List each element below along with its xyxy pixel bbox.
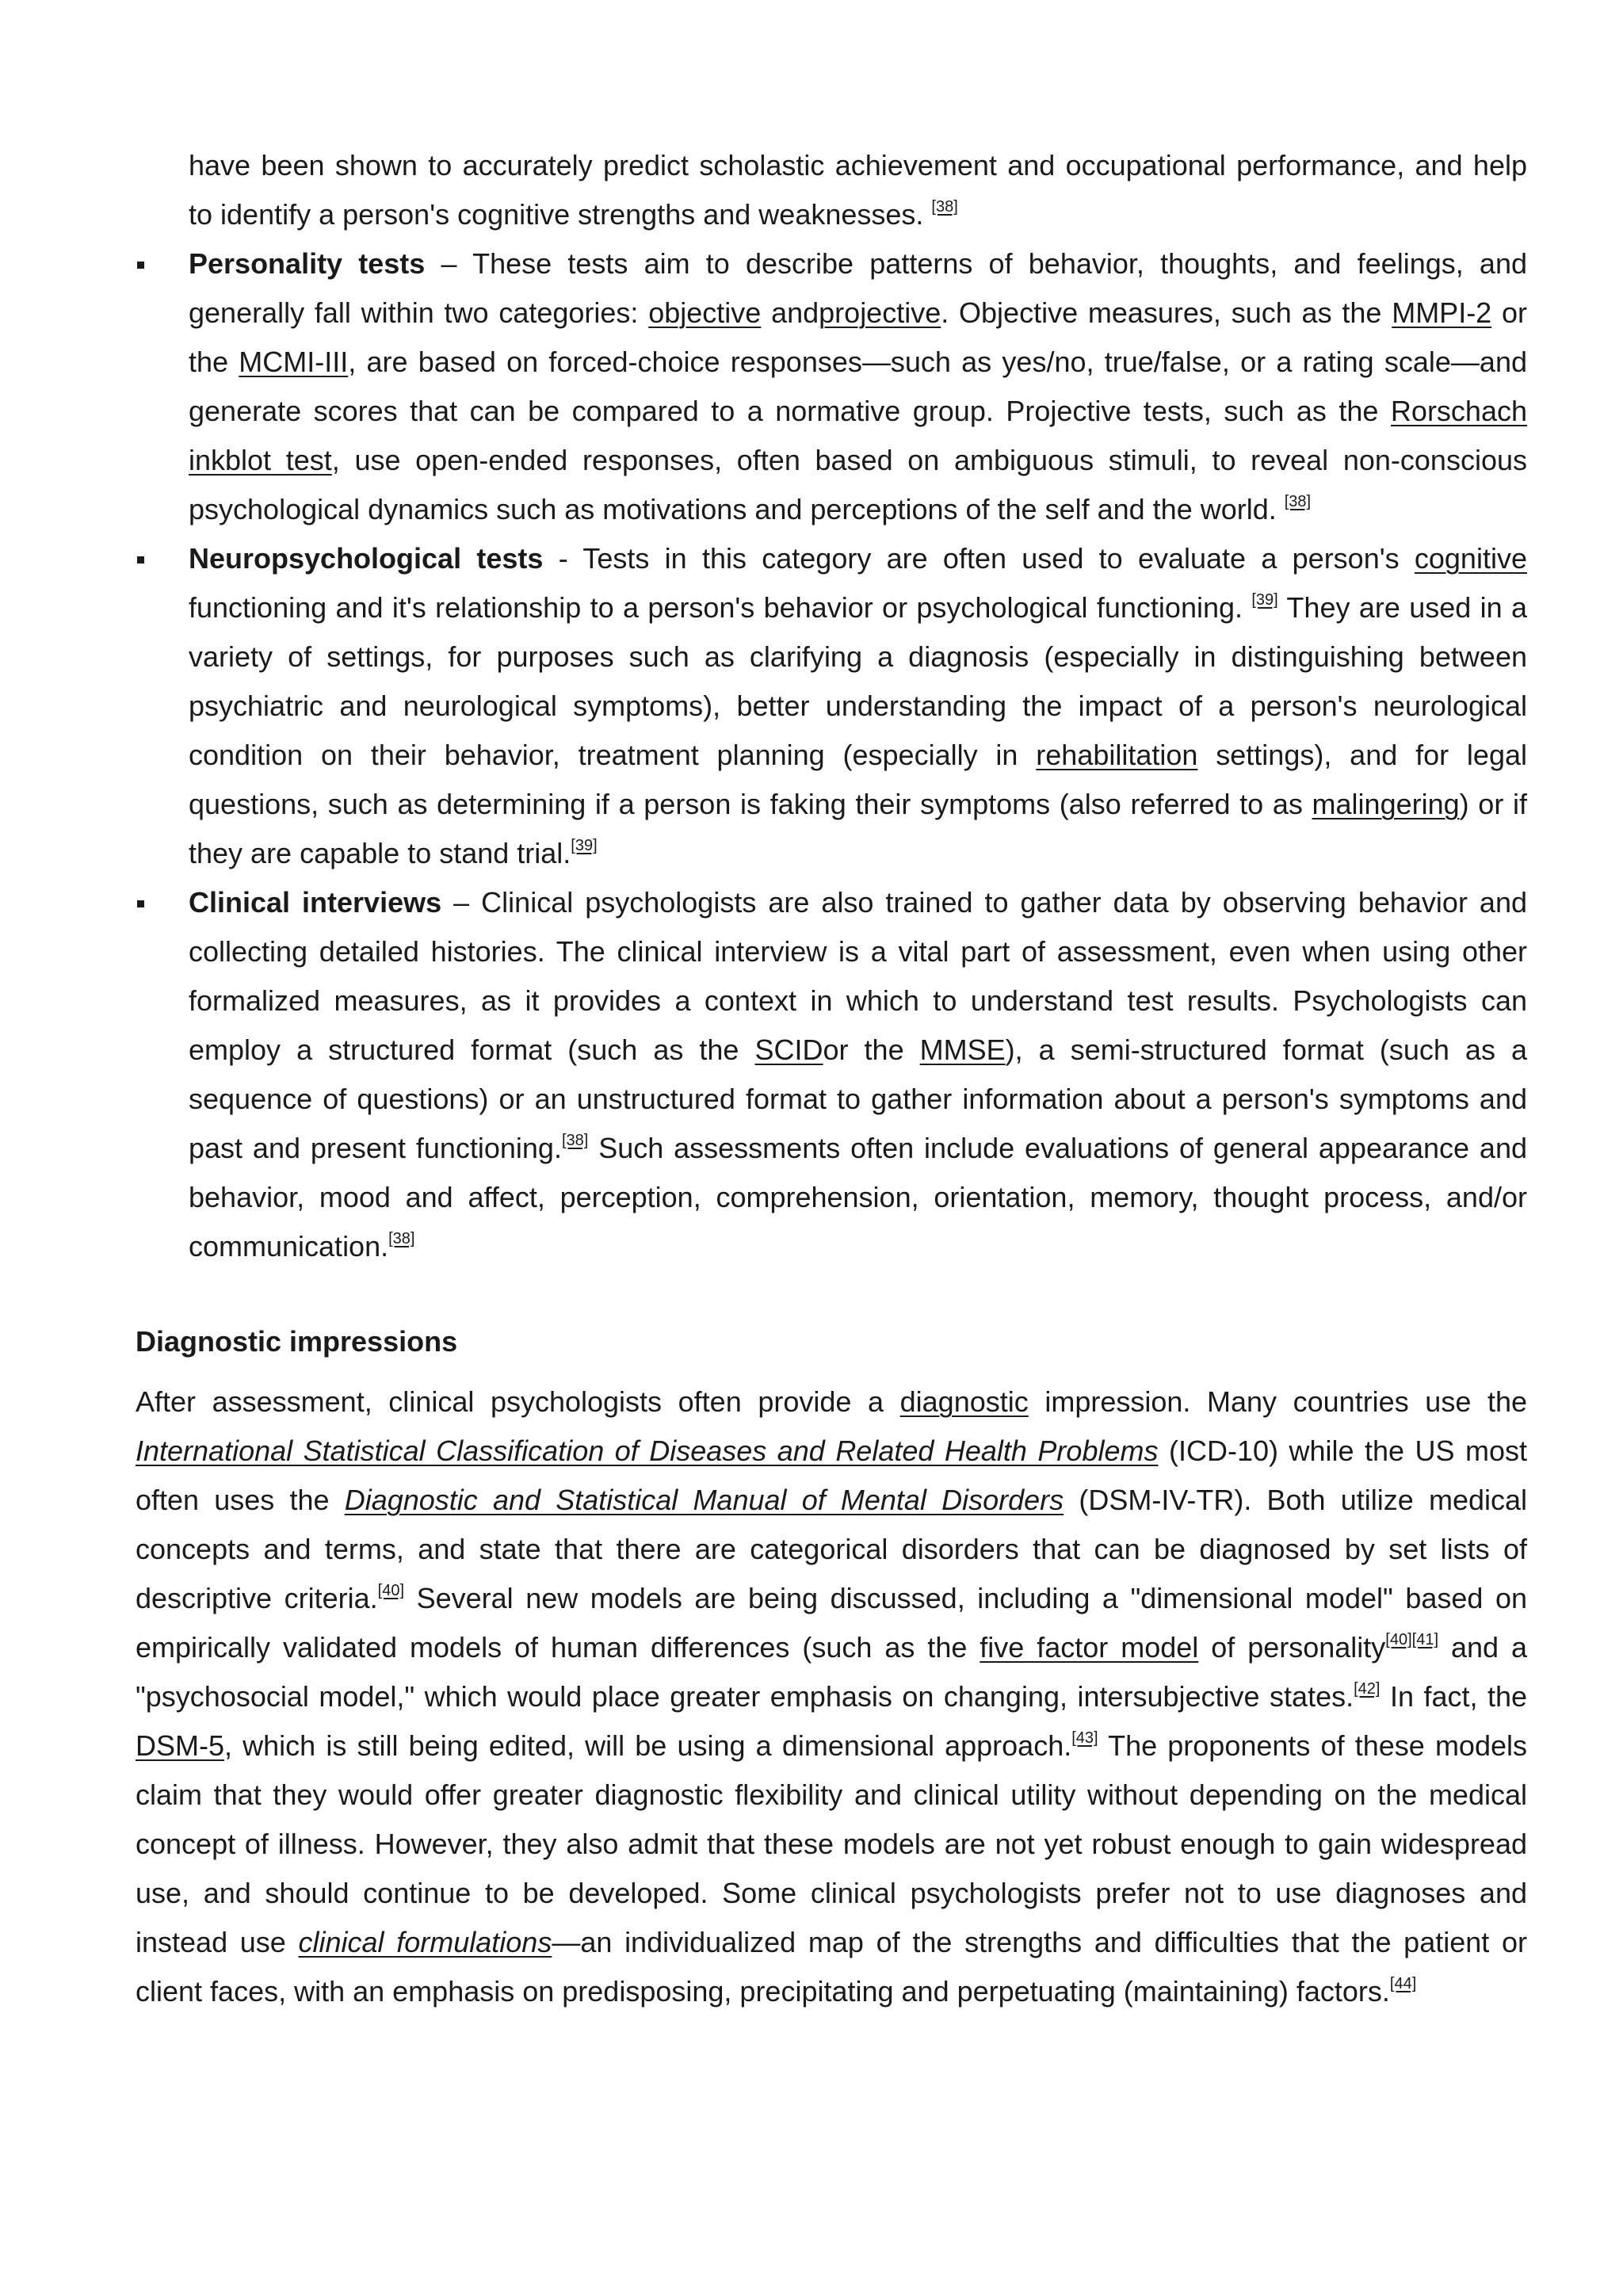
term-heading: Clinical interviews bbox=[189, 886, 442, 919]
body-text: , are based on forced-choice responses—such as yes/no, true/false, or a rating scale—and generate scores that can be compared to a normative group. Projective tests, such as the bbox=[189, 346, 1527, 427]
citation-link[interactable]: [40] bbox=[377, 1582, 405, 1599]
body-text: settings), and for legal questions, such as determining if a person is faking their symptoms (also referred to as bbox=[189, 739, 1527, 820]
link-mcmi-iii[interactable]: MCMI-III bbox=[239, 346, 349, 378]
link-dsm-5[interactable]: DSM-5 bbox=[136, 1729, 225, 1762]
body-text: functioning and it's relationship to a person's behavior or psychological functioning. bbox=[189, 591, 1252, 624]
body-text: – Clinical psychologists are also trained to gather data by observing behavior and collecting detailed histories. The clinical interview is a vital part of assessment, even when using other formalized measures, as it provides a context in which to understand test results. Psychologists can employ a structured format (such as the bbox=[189, 886, 1527, 1066]
citation-link[interactable]: [41] bbox=[1411, 1631, 1439, 1648]
citation-link[interactable]: [39] bbox=[571, 837, 598, 854]
square-bullet-icon bbox=[137, 900, 144, 907]
citation-link[interactable]: [40] bbox=[1385, 1631, 1412, 1648]
link-rehabilitation[interactable]: rehabilitation bbox=[1036, 739, 1198, 771]
link-objective[interactable]: objective bbox=[648, 296, 762, 329]
link-malingering[interactable]: malingering bbox=[1312, 788, 1460, 820]
citation-link[interactable]: [42] bbox=[1354, 1680, 1381, 1698]
list-item-personality-tests bbox=[136, 239, 1527, 534]
list-item-neuropsychological-tests bbox=[136, 534, 1527, 878]
body-text: impression. Many countries use the bbox=[1028, 1385, 1527, 1418]
term-heading: Neuropsychological tests bbox=[189, 542, 544, 575]
body-text: and bbox=[761, 296, 819, 329]
body-text: or the bbox=[189, 296, 1527, 378]
link-cognitive[interactable]: cognitive bbox=[1414, 542, 1527, 575]
body-text: They are used in a variety of settings, for purposes such as clarifying a diagnosis (especially in distinguishing between psychiatric and neurological symptoms), better understanding the impact of a person's neurological condition on their behavior, treatment planning (especially in bbox=[189, 591, 1527, 771]
citation-link[interactable]: [38] bbox=[388, 1230, 415, 1247]
section-heading: Diagnostic impressions bbox=[136, 1325, 458, 1358]
link-dsm[interactable]: Diagnostic and Statistical Manual of Mental Disorders bbox=[344, 1484, 1064, 1516]
body-text: – These tests aim to describe patterns of behavior, thoughts, and feelings, and generally fall within two categories: bbox=[189, 247, 1528, 329]
body-text: ) or if they are capable to stand trial. bbox=[189, 788, 1527, 869]
link-scid[interactable]: SCID bbox=[754, 1033, 823, 1066]
section-paragraph bbox=[136, 1377, 1527, 2016]
list-item-clinical-interviews bbox=[136, 878, 1527, 1271]
body-text: ), a semi-structured format (such as a sequence of questions) or an unstructured format to gather information about a person's symptoms and past and present functioning. bbox=[189, 1033, 1528, 1164]
body-text: In fact, the bbox=[1380, 1680, 1527, 1713]
citation-link[interactable]: [39] bbox=[1251, 591, 1278, 609]
assessment-list bbox=[136, 141, 1527, 1271]
term-heading: Personality tests bbox=[189, 247, 426, 280]
link-icd[interactable]: International Statistical Classification of Diseases and Related Health Problems bbox=[136, 1435, 1159, 1467]
citation-link[interactable]: [38] bbox=[931, 198, 958, 216]
document-body bbox=[136, 141, 1527, 2016]
link-mmpi-2[interactable]: MMPI-2 bbox=[1392, 296, 1492, 329]
body-text: have been shown to accurately predict scholastic achievement and occupational performance, and help to identify a person's cognitive strengths and weaknesses. bbox=[189, 149, 1527, 231]
link-projective[interactable]: projective bbox=[819, 296, 941, 329]
body-text: of personality bbox=[1198, 1631, 1386, 1664]
body-text: Such assessments often include evaluations of general appearance and behavior, mood and affect, perception, comprehension, orientation, memory, thought process, and/or communication. bbox=[189, 1132, 1527, 1263]
body-text: . Objective measures, such as the bbox=[941, 296, 1392, 329]
body-text: (DSM-IV-TR). Both utilize medical concepts and terms, and state that there are categorical disorders that can be diagnosed by set lists of descriptive criteria. bbox=[136, 1484, 1527, 1614]
link-five-factor-model[interactable]: five factor model bbox=[980, 1631, 1199, 1664]
link-clinical-formulations[interactable]: clinical formulations bbox=[298, 1926, 552, 1958]
citation-link[interactable]: [38] bbox=[1284, 493, 1312, 510]
body-text: The proponents of these models claim that they would offer greater diagnostic flexibility and clinical utility without depending on the medical concept of illness. However, they also admit that these models are not yet robust enough to gain widespread use, and should continue to be developed. Some clinical psychologists prefer not to use diagnoses and instead use bbox=[136, 1729, 1527, 1958]
square-bullet-icon bbox=[137, 262, 144, 269]
body-text: (ICD-10) while the US most often uses the bbox=[136, 1435, 1528, 1516]
body-text: —an individualized map of the strengths and difficulties that the patient or client faces, with an emphasis on predisposing, precipitating and perpetuating (maintaining) factors. bbox=[136, 1926, 1527, 2008]
body-text: Several new models are being discussed, including a "dimensional model" based on empirically validated models of human differences (such as the bbox=[136, 1582, 1528, 1664]
citation-link[interactable]: [44] bbox=[1389, 1975, 1417, 1992]
body-text: , which is still being edited, will be using a dimensional approach. bbox=[224, 1729, 1072, 1762]
body-text: and a "psychosocial model," which would place greater emphasis on changing, intersubjective states. bbox=[136, 1631, 1527, 1713]
list-item-continuation bbox=[136, 141, 1527, 239]
citation-link[interactable]: [38] bbox=[561, 1132, 589, 1149]
body-text: After assessment, clinical psychologists often provide a bbox=[136, 1385, 900, 1418]
body-text: - Tests in this category are often used to evaluate a person's bbox=[543, 542, 1415, 575]
link-rorschach-inkblot-test[interactable]: Rorschach inkblot test bbox=[189, 395, 1527, 476]
body-text: , use open-ended responses, often based on ambiguous stimuli, to reveal non-conscious psychological dynamics such as motivations and perceptions of the self and the world. bbox=[189, 444, 1527, 525]
square-bullet-icon bbox=[137, 556, 144, 563]
citation-link[interactable]: [43] bbox=[1071, 1729, 1098, 1747]
body-text: or the bbox=[823, 1033, 920, 1066]
link-diagnostic[interactable]: diagnostic bbox=[899, 1385, 1029, 1418]
link-mmse[interactable]: MMSE bbox=[919, 1033, 1006, 1066]
